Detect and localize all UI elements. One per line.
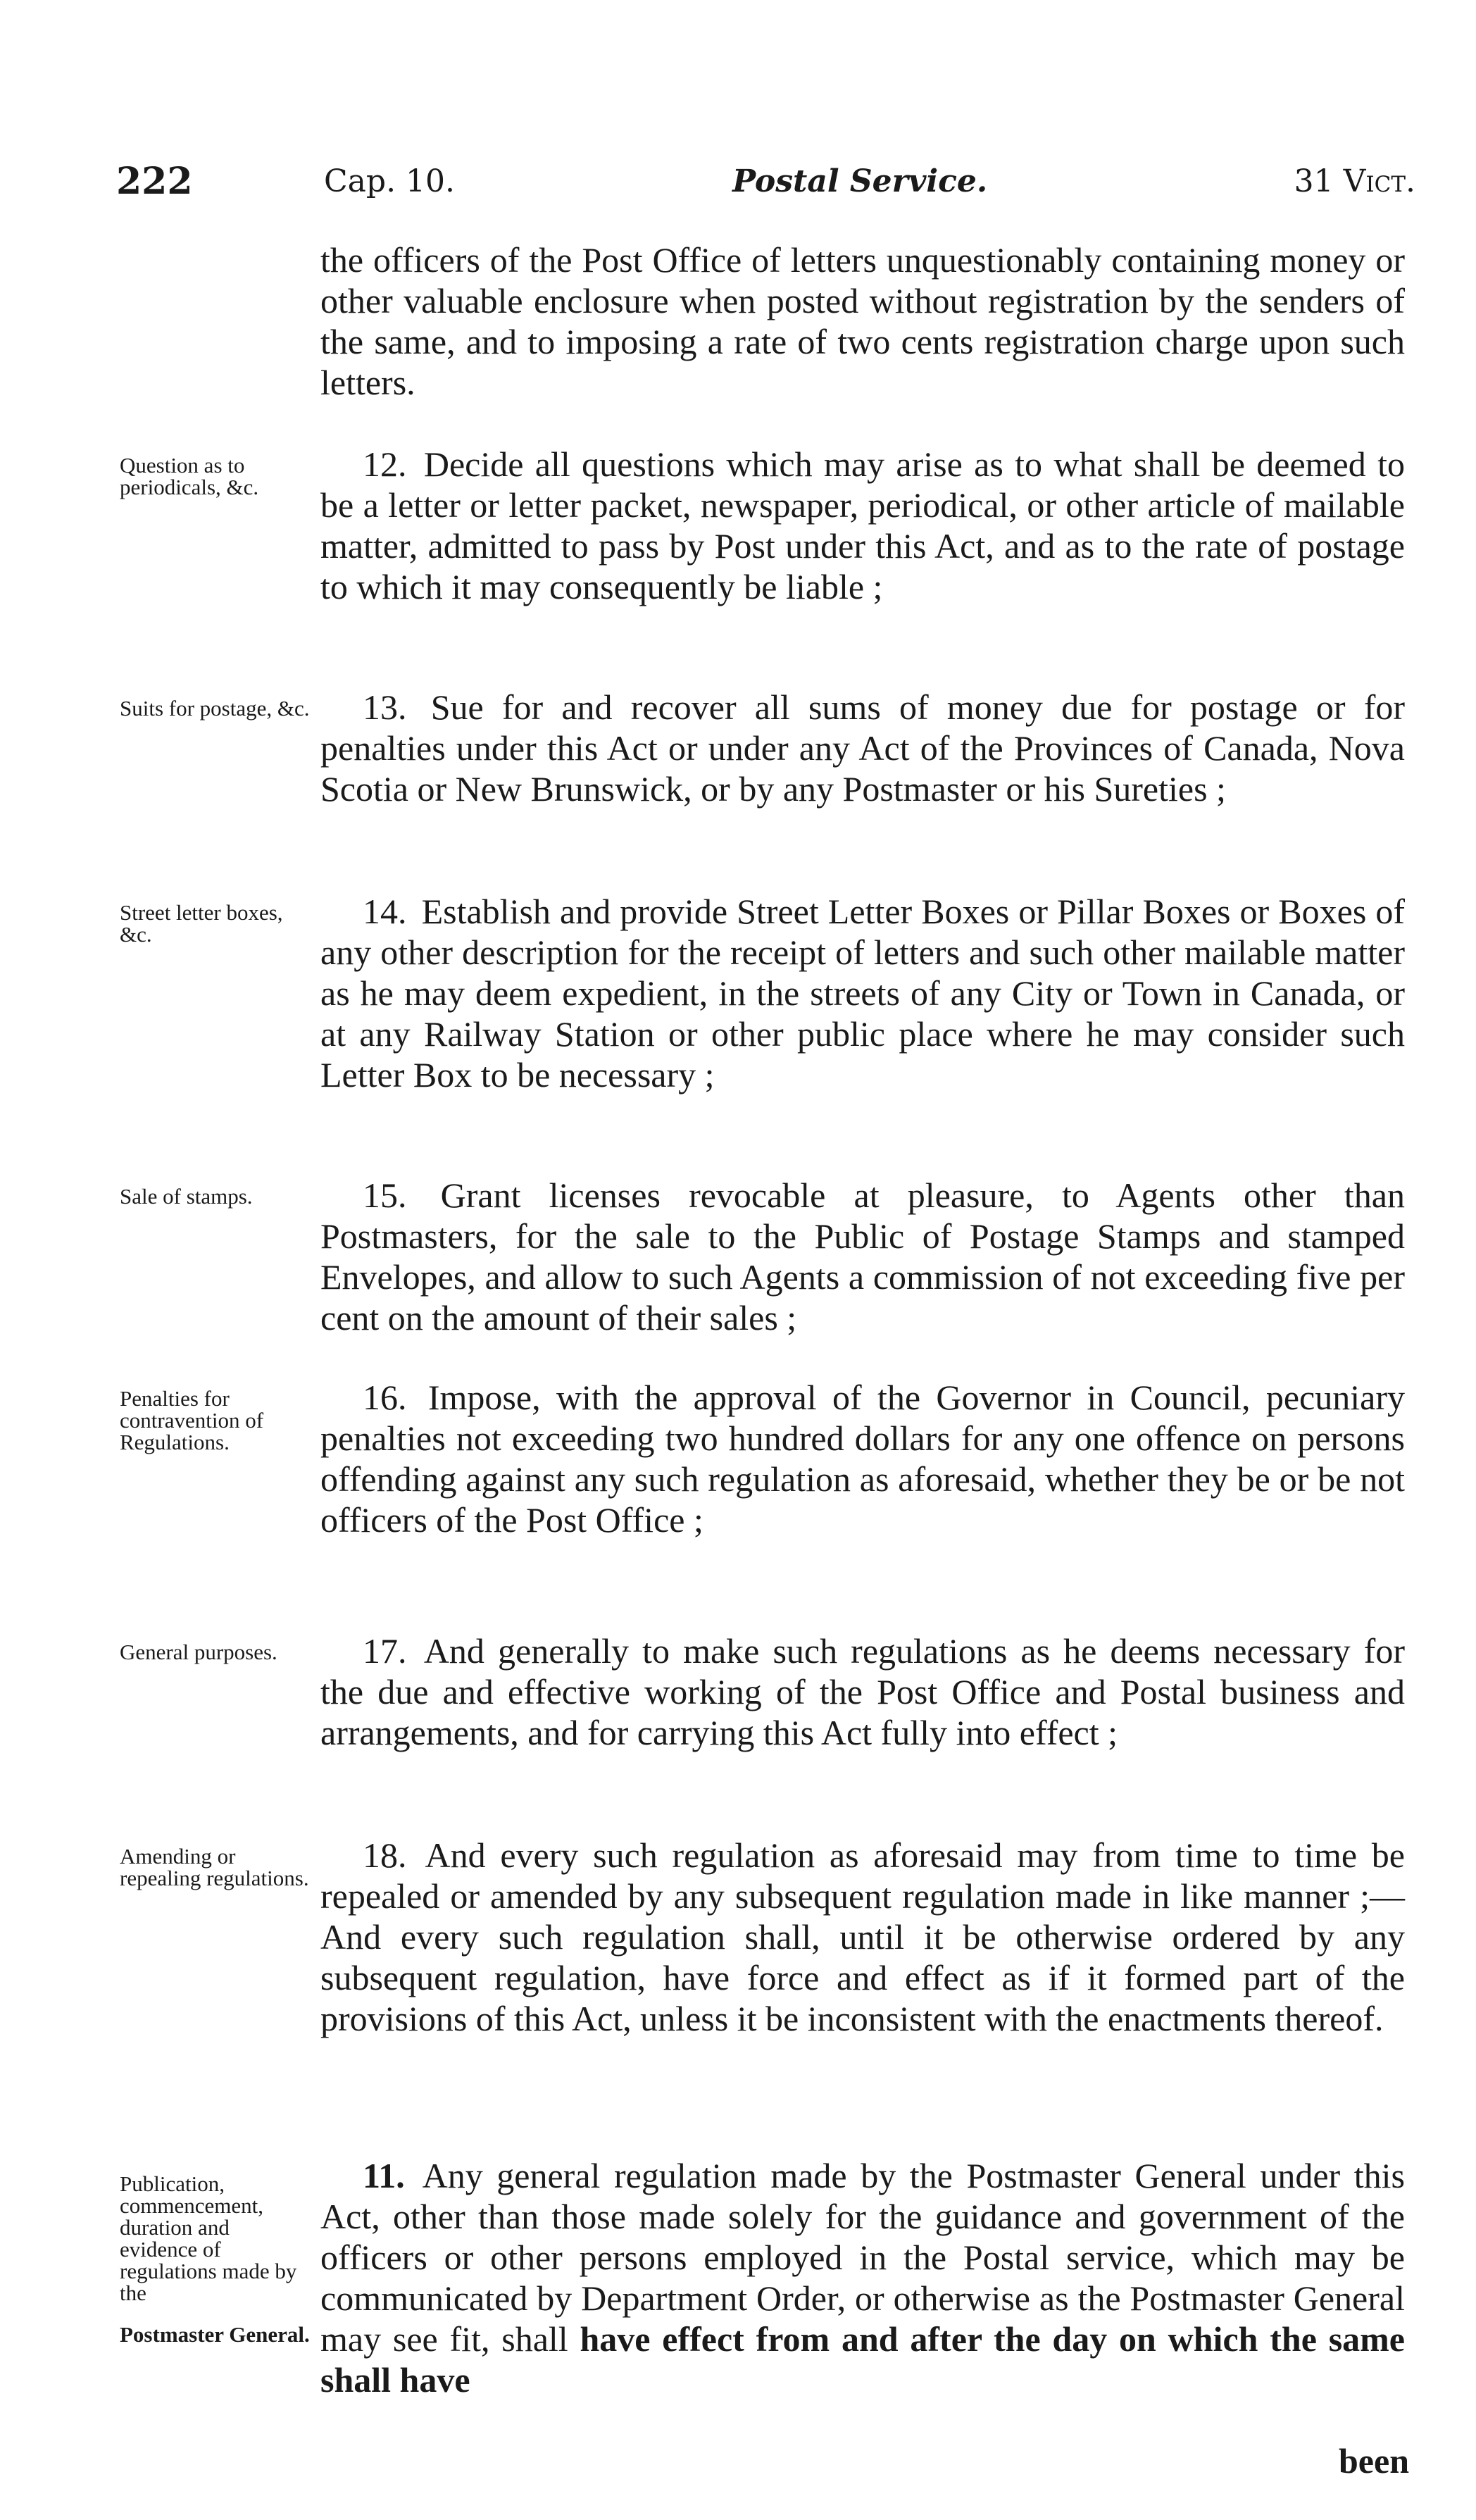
paragraph-number: 15. xyxy=(363,1175,407,1215)
paragraph-11 xyxy=(320,2155,1405,2400)
paragraph-14 xyxy=(320,891,1405,1095)
side-note: Question as to periodicals, &c. xyxy=(120,453,259,499)
paragraph-text: And generally to make such regulations as he deems necessary for the due and effective working of the Post Office and Postal business and arrangements, and for carrying this Act fully into effect ; xyxy=(320,1631,1405,1752)
paragraph-text: Any general regulation made by the Postmaster General under this Act, other than those made solely for the guidance and government of the officers or other persons employed in the Postal service, which may be communicated by Department Order, or otherwise as the Postmaster General may see fit, shall xyxy=(320,2156,1405,2359)
chapter-label: Cap. 10. xyxy=(324,163,456,199)
side-note xyxy=(120,2173,310,2345)
side-note-bold-text: Postmaster General. xyxy=(120,2322,310,2347)
paragraph-number: 17. xyxy=(363,1631,407,1671)
paragraph-bold-text: have effect from and after the day on which the same shall have xyxy=(320,2319,1405,2400)
paragraph-text: Grant licenses revocable at pleasure, to Agents other than Postmasters, for the sale to the Public of Postage Stamps and stamped Envelopes, and allow to such Agents a commission of not exceeding five per cent on the amount of their sales ; xyxy=(320,1175,1406,1337)
side-note-text: Publication, commencement, duration and evidence of regulations made by the xyxy=(120,2171,297,2305)
paragraph-text: Sue for and recover all sums of money due for postage or for penalties under this Act or under any Act of the Provinces of Canada, Nova Scotia or New Brunswick, or by any Postmaster or his Sureties ; xyxy=(320,687,1405,809)
paragraph-17 xyxy=(320,1630,1405,1753)
paragraph-text: Establish and provide Street Letter Boxes or Pillar Boxes or Boxes of any other description for the receipt of letters and such other mailable matter as he may deem expedient, in the streets of any City or Town in Canada, or at any Railway Station or other public place where he may consider such Letter Box to be necessary ; xyxy=(320,892,1406,1094)
side-note: Amending or repealing regulations. xyxy=(120,1844,309,1890)
paragraph-15 xyxy=(320,1175,1405,1338)
paragraph-text: Impose, with the approval of the Governor in Council, pecuniary penalties not exceeding two hundred dollars for any one offence on persons offending against any such regulation as aforesaid, whether they be or be not officers of the Post Office ; xyxy=(320,1378,1405,1540)
paragraph-number: 14. xyxy=(363,892,407,931)
side-note: Penalties for contravention of Regulations. xyxy=(120,1386,264,1454)
paragraph-16 xyxy=(320,1377,1405,1540)
paragraph-text: Decide all questions which may arise as to what shall be deemed to be a letter or letter packet, newspaper, periodical, or other article of mailable matter, admitted to pass by Post under this Act, and as to the rate of postage to which it may consequently be liable ; xyxy=(320,444,1405,606)
page-number: 222 xyxy=(116,160,193,203)
paragraph-13 xyxy=(320,687,1405,809)
reign-label: 31 Vict. xyxy=(1294,163,1415,199)
page-title: Postal Service. xyxy=(732,163,988,199)
paragraph-number: 11. xyxy=(363,2156,405,2195)
side-note: Suits for postage, &c. xyxy=(120,696,310,721)
paragraph-12 xyxy=(320,444,1405,607)
paragraph-18 xyxy=(320,1835,1405,2039)
paragraph-text: And every such regulation as aforesaid may from time to time be repealed or amended by any subsequent regulation made in like manner ;—And every such regulation shall, until it be otherwise ordered by any subsequent regulation, have force and effect as if it formed part of the provisions of this Act, unless it be inconsistent with the enactments thereof. xyxy=(320,1835,1405,2038)
side-note: Sale of stamps. xyxy=(120,1184,253,1209)
paragraph-number: 16. xyxy=(363,1378,407,1417)
paragraph-number: 18. xyxy=(363,1835,407,1875)
catchword: been xyxy=(1339,2441,1409,2481)
paragraph-number: 12. xyxy=(363,444,407,484)
paragraph-continuation xyxy=(320,239,1405,403)
running-header xyxy=(116,161,1415,210)
side-note: Street letter boxes, &c. xyxy=(120,900,283,947)
side-note: General purposes. xyxy=(120,1640,277,1664)
paragraph-text: the officers of the Post Office of letters unquestionably containing money or other valuable enclosure when posted without registration by the senders of the same, and to imposing a rate of two cents registration charge upon such letters. xyxy=(320,240,1405,402)
paragraph-number: 13. xyxy=(363,687,407,727)
